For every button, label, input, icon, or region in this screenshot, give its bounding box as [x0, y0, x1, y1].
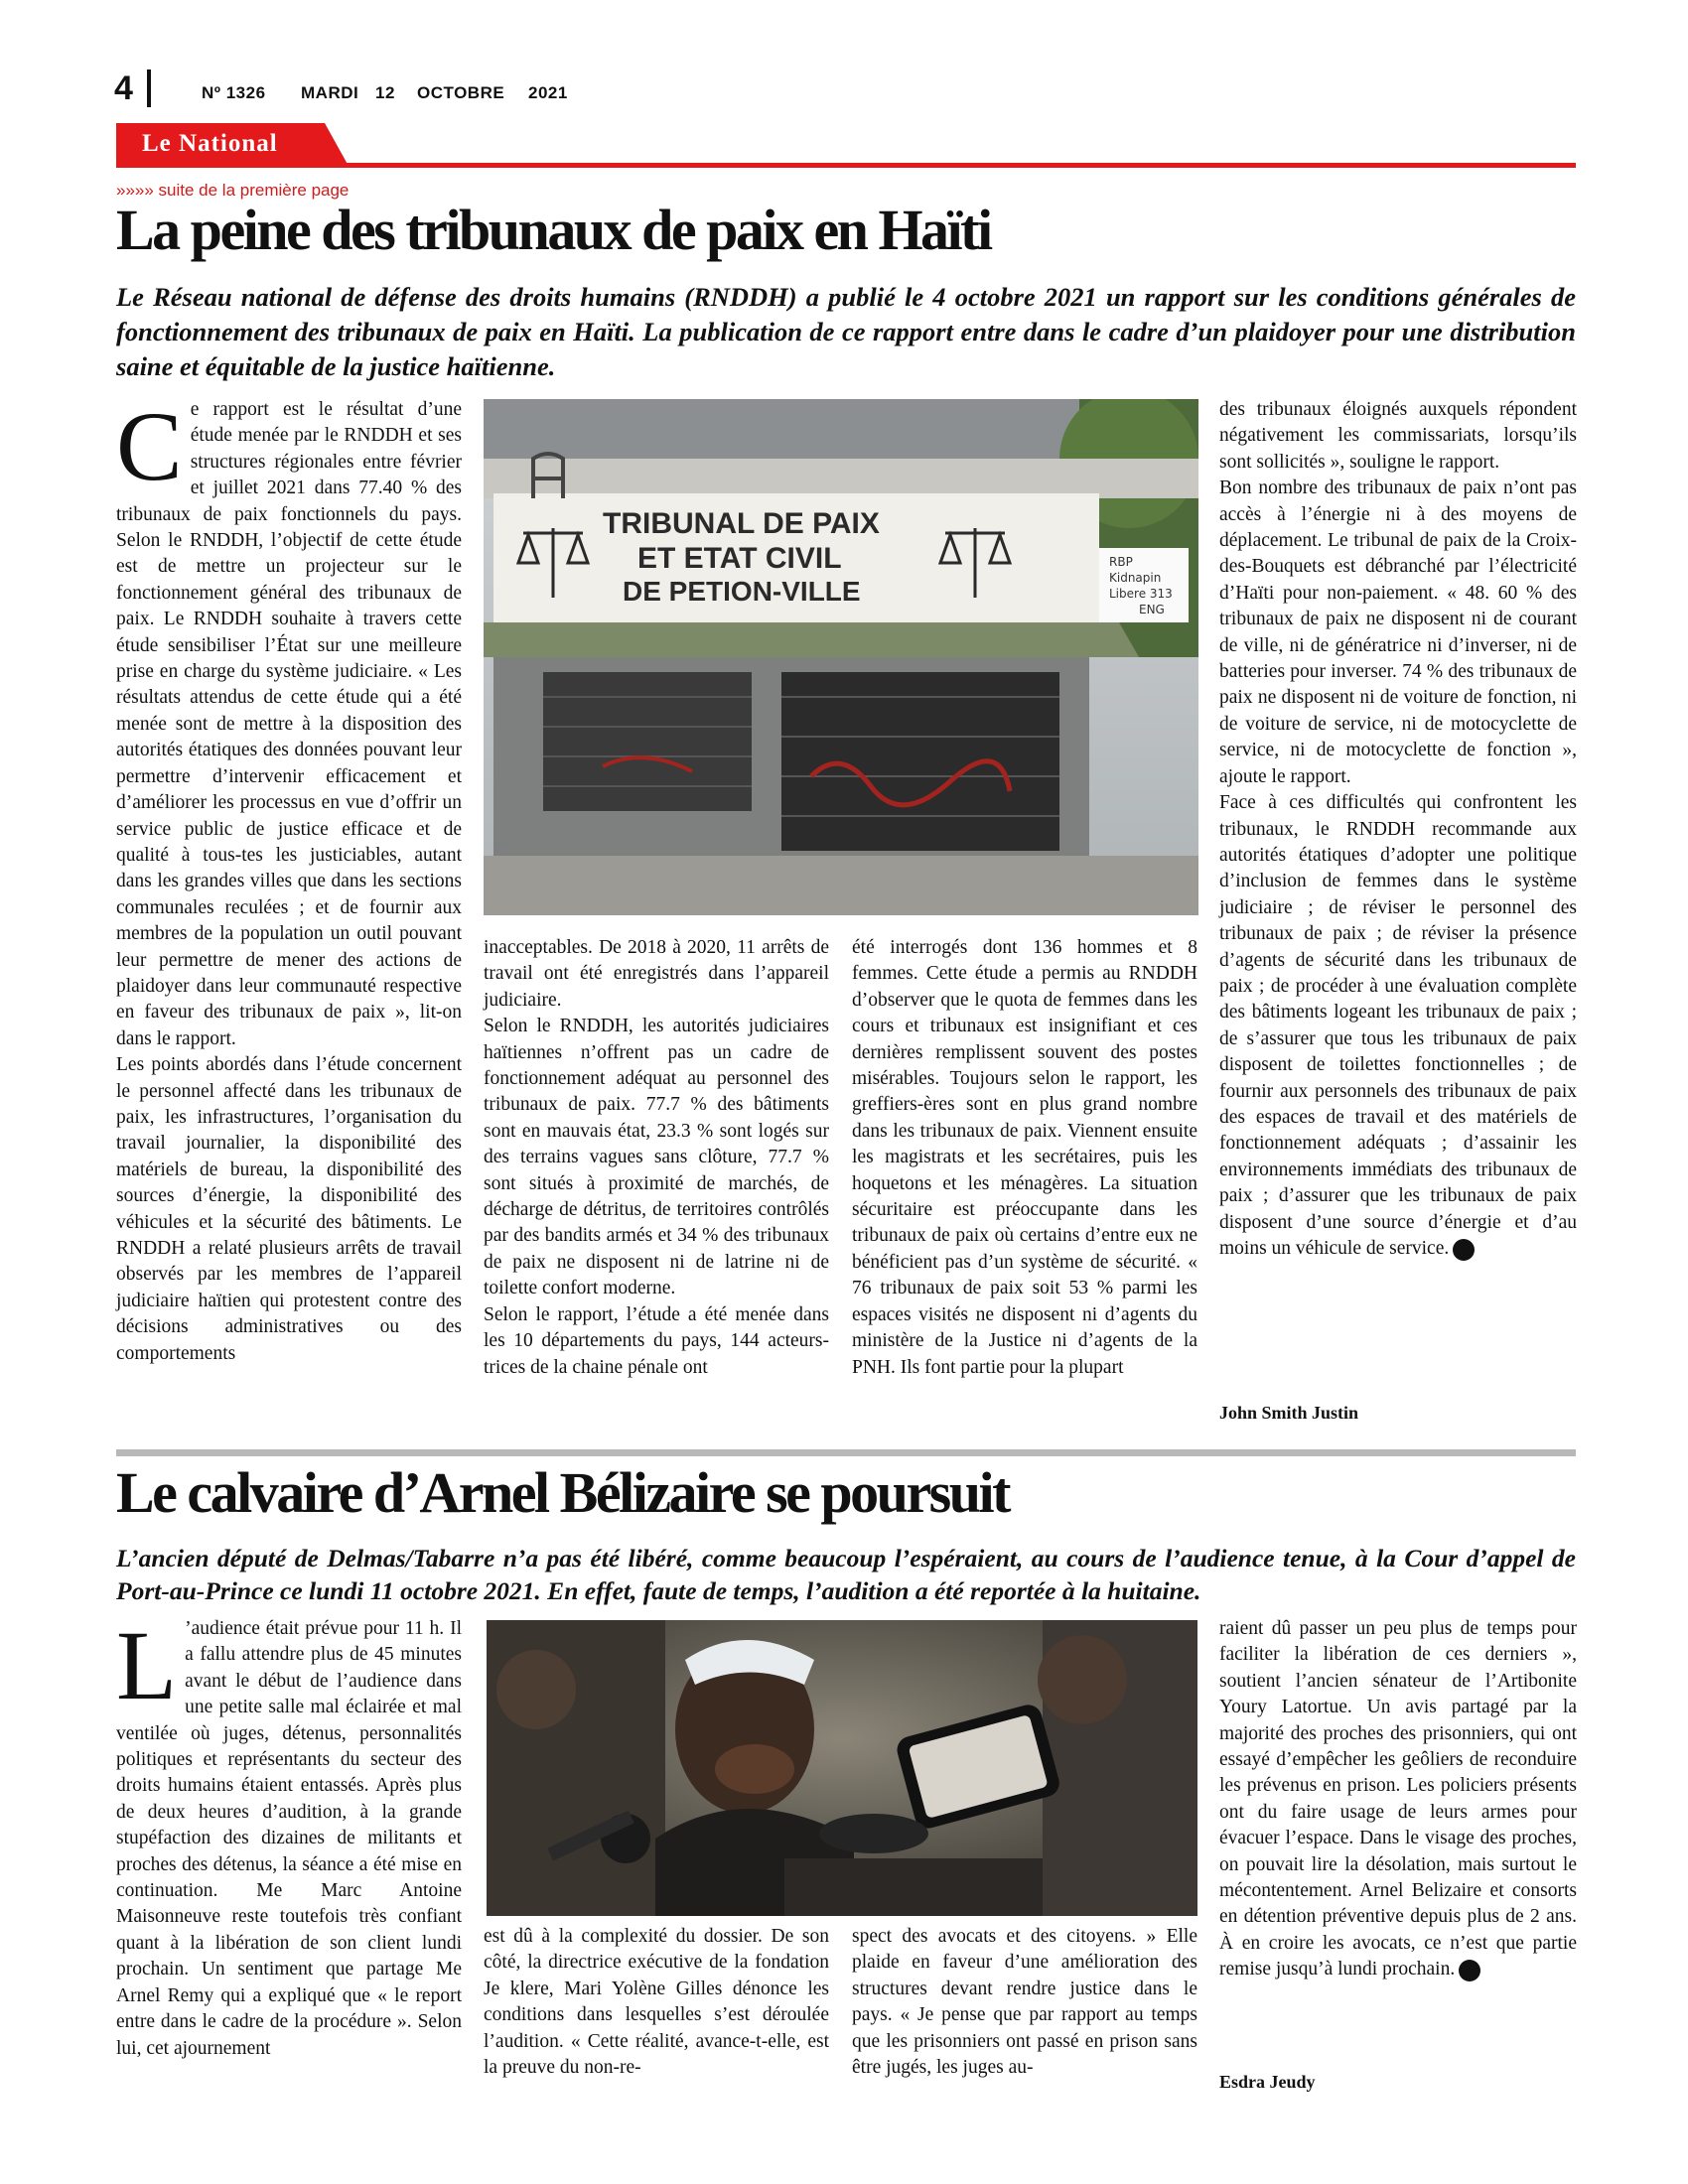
note-line-4: ENG [1139, 603, 1165, 616]
sign-line-2: ET ETAT CIVIL [637, 542, 842, 575]
hearing-press-photo [487, 1620, 1197, 1916]
article1-col4-paragraph-3: Face à ces difficultés qui confrontent les tribunaux, le RNDDH recommande aux autorités étatiques d’adopter une politique d’inclusion de femmes dans le système judiciaire ; de réviser le personnel des tribunaux de paix ; de réviser la présence d’agents de sécurité dans les tribunaux de paix ; de procéder à une évaluation complète des bâtiments logeant les tribunaux de paix ; de s’assurer que tous les tribunaux de paix disposent de toilettes fonctionnelles ; de fournir aux personnels des tribunaux de paix des espaces de travail et des matériels de fonctionnement adéquats ; d’assainir les environnements immédiats des tribunaux de paix ; d’assurer que les tribunaux de paix disposent d’une source d’énergie et d’au moins un véhicule de service. [1219, 792, 1577, 1259]
article2-column-4 [1219, 1616, 1577, 1983]
article1-lead: Le Réseau national de défense des droits humains (RNDDH) a publié le 4 octobre 2021 un rapport sur les conditions générales de fonctionnement des tribunaux de paix en Haïti. La publication de ce rapport entre dans le cadre d’un plaidoyer pour une distribution saine et équitable de la justice haïtienne. [116, 282, 1576, 381]
article1-column-2 [484, 935, 829, 1381]
article2-column-2 [484, 1924, 829, 2081]
article1-col1-paragraph-1: e rapport est le résultat d’une étude menée par le RNDDH et ses structures régionales entre février et juillet 2021 dans 77.40 % des tribunaux de paix fonctionnels du pays. Selon le RNDDH, l’objectif de cette étude est de mettre un projecteur sur le fonctionnement général des tribunaux de paix. Le RNDDH souhaite à travers cette étude sensibiliser l’État sur une meilleure prise en charge du système judiciaire. « Les résultats attendus de cette étude qui a été menée sont de mettre à la disposition des autorités étatiques des données pouvant leur permettre d’intervenir efficacement et d’améliorer les processus en vue d’offrir un service public de justice efficace et de qualité à tous-tes les justiciables, autant dans les grandes villes que dans les sections communales reculées ; et de fournir aux membres de la population un outil pouvant leur permettre de mener des actions de plaidoyer dans leur communauté respective en faveur des tribunaux de paix », lit-on dans le rapport. [116, 399, 462, 1049]
sign-line-3: DE PETION-VILLE [623, 576, 861, 607]
article2-col3-paragraph-1: spect des avocats et des citoyens. » Elle plaide en faveur d’une amélioration des structures devant rendre justice dans le pays. « Je pense que par rapport au temps que les prisonniers ont passé en prison sans être jugés, les juges au- [852, 1926, 1197, 2079]
article2-headline: Le calvaire d’Arnel Bélizaire se poursuit [116, 1460, 1009, 1525]
tribunal-building-photo [484, 399, 1198, 915]
article2-col1-paragraph-1: ’audience était prévue pour 11 h. Il a fallu attendre plus de 45 minutes avant le début de l’audience dans une petite salle mal éclairée et mal ventilée où juges, détenus, personnalités politiques et représentants du secteur des droits humains étaient entassés. Après plus de deux heures d’audition, à la grande stupéfaction des dizaines de militants et proches des détenus, la séance a été mise en continuation. Me Marc Antoine Maisonneuve reste toutefois très confiant quant à la libération de son client lundi prochain. Un sentiment que partage Me Arnel Remy qui a expliqué que « le report entre dans le cadre de la procédure ». Selon lui, cet ajournement [116, 1618, 462, 2059]
page-number: 4 [114, 69, 133, 107]
date-day: MARDI [301, 83, 359, 102]
article1-col3-paragraph-1: été interrogés dont 136 hommes et 8 femmes. Cette étude a permis au RNDDH d’observer que le quota de femmes dans les cours et tribunaux est insignifiant et ces dernières remplissent souvent des postes misérables. Toujours selon le rapport, les greffiers-ères sont en plus grand nombre dans les tribunaux de paix. Viennent ensuite les magistrats et les secrétaires, puis les hoquetons et les ménagères. La situation sécuritaire est préoccupante dans les tribunaux de paix où certains d’entre eux ne bénéficient pas d’un système de sécurité. « 76 tribunaux de paix soit 53 % parmi les espaces visités ne disposent ni d’agents du ministère de la Justice ni d’agents de la PNH. Ils font partie pour la plupart [852, 937, 1197, 1378]
drop-cap: C [116, 391, 183, 501]
article1-col2-paragraph-1: inacceptables. De 2018 à 2020, 11 arrêts de travail ont été enregistrés dans l’appareil judiciaire. [484, 937, 829, 1011]
issue-number: Nº 1326 [202, 83, 266, 102]
article-divider [116, 1449, 1576, 1456]
article2-col2-paragraph-1: est dû à la complexité du dossier. De son côté, la directrice exécutive de la fondation Je klere, Mari Yolène Gilles dénonce les conditions dans lesquelles s’est déroulée l’audition. « Cette réalité, avance-t-elle, est la preuve du non-re- [484, 1926, 829, 2079]
article1-col2-paragraph-3: Selon le rapport, l’étude a été menée dans les 10 départements du pays, 144 acteurs-trices de la chaine pénale ont [484, 1303, 829, 1378]
date-number: 12 [375, 83, 395, 102]
section-rule [116, 163, 1576, 168]
note-line-2: Kidnapin [1109, 571, 1162, 585]
article2-lead: L’ancien député de Delmas/Tabarre n’a pas été libéré, comme beaucoup l’espéraient, au cours de l’audience tenue, à la Cour d’appel de Port-au-Prince ce lundi 11 octobre 2021. En effet, faute de temps, l’audition a été reportée à la huitaine. [116, 1544, 1576, 1605]
article2-col4-paragraph-1: raient dû passer un peu plus de temps pour faciliter la libération de ces derniers », soutient l’ancien sénateur de l’Artibonite Youry Latortue. Un avis partagé par la majorité des proches des prisonniers, qui ont essayé d’empêcher les geôliers de reconduire les prévenus en prison. Les policiers présents ont du faire usage de leurs armes pour évacuer l’espace. Dans le visage des proches, on pouvait lire la désolation, mais surtout le mécontentement. Arnel Belizaire et consorts en détention préventive depuis plus de 2 ans. À en croire les avocats, ce n’est que partie remise jusqu’à lundi prochain. [1219, 1618, 1577, 1980]
article1-headline: La peine des tribunaux de paix en Haïti [116, 198, 991, 262]
date-year: 2021 [528, 83, 568, 102]
article1-col1-paragraph-2: Les points abordés dans l’étude concernent le personnel affecté dans les tribunaux de paix, les infrastructures, l’organisation du travail journalier, la disponibilité des matériels de bureau, la disponibilité des sources d’énergie, la disponibilité des véhicules et la sécurité des bâtiments. Le RNDDH a relaté plusieurs arrêts de travail observés par les membres de l’appareil judiciaire haïtien qui protestent contre des décisions administratives ou des comportements [116, 1054, 462, 1364]
article2-column-1 [116, 1610, 462, 2062]
article1-column-3 [852, 935, 1197, 1381]
section-label: Le National [142, 130, 278, 157]
article1-column-4 [1219, 397, 1577, 1262]
article2-column-3 [852, 1924, 1197, 2081]
end-mark-icon [1453, 1239, 1475, 1261]
date-month: OCTOBRE [417, 83, 505, 102]
article1-column-1 [116, 391, 462, 1367]
article1-author: John Smith Justin [1219, 1403, 1359, 1423]
article1-col4-paragraph-1: des tribunaux éloignés auxquels répondent négativement les commissariats, lorsqu’ils sont sollicités », souligne le rapport. [1219, 399, 1577, 473]
article1-col2-paragraph-2: Selon le RNDDH, les autorités judiciaires haïtiennes n’offrent pas un cadre de fonctionnement adéquat au personnel des tribunaux de paix. 77.7 % des bâtiments sont en mauvais état, 23.3 % sont logés sur des terrains vagues sans clôture, 77.7 % sont situés à proximité de marchés, de décharge de détritus, de territoires contrôlés par des bandits armés et 34 % des tribunaux de paix ne disposent ni de latrine ni de toilette confort moderne. [484, 1016, 829, 1299]
sign-line-1: TRIBUNAL DE PAIX [603, 507, 880, 540]
page-number-divider [147, 69, 151, 107]
end-mark-icon [1459, 1960, 1480, 1981]
note-line-3: Libere 313 [1109, 587, 1173, 601]
continued-kicker: »»»» suite de la première page [116, 181, 350, 200]
note-line-1: RBP [1109, 555, 1133, 569]
article1-col4-paragraph-2: Bon nombre des tribunaux de paix n’ont pas accès à l’énergie ni à des moyens de déplacement. Le tribunal de paix de la Croix-des-Bouquets est débranché par l’électricité d’Haïti pour non-paiement. « 48. 60 % des tribunaux de paix ne disposent ni de courant de ville, ni de génératrice ni d’inverser, ni de batteries pour inverser. 74 % des tribunaux de paix ne disposent ni de voiture de fonction, ni de voiture de service, ni de motocyclette de service, ni de motocyclette de fonction », ajoute le rapport. [1219, 478, 1577, 787]
drop-cap: L [116, 1610, 178, 1720]
article2-author: Esdra Jeudy [1219, 2072, 1316, 2092]
